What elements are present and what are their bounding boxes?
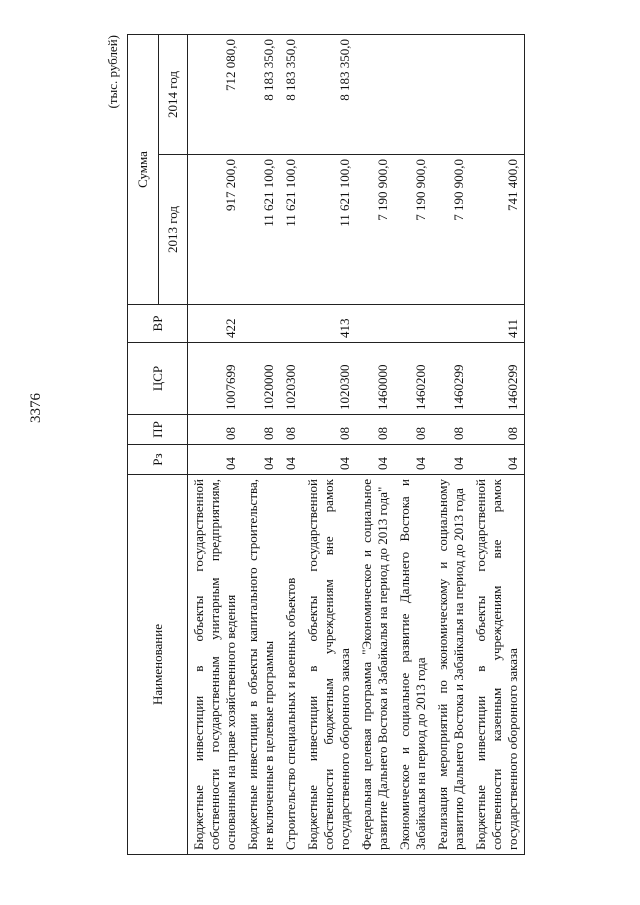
row-pr: 08 — [432, 415, 470, 445]
row-name: Реализация мероприятий по экономическому и социальному развитию Дальнего Востока и Забайкалья на период до 2013 года — [432, 475, 470, 855]
row-pr: 08 — [188, 415, 243, 445]
row-sum-2014: 8 183 350,0 — [280, 35, 302, 155]
header-row — [128, 35, 159, 855]
row-sum-2014 — [394, 35, 432, 155]
row-rz: 04 — [280, 445, 302, 475]
table-row — [242, 35, 280, 855]
row-sum-2013: 7 190 900,0 — [394, 155, 432, 305]
header-rz: Рз — [128, 445, 188, 475]
header-year-2014: 2014 год — [159, 35, 188, 155]
row-csr: 1020000 — [242, 343, 280, 415]
units-label: (тыс. рублей) — [105, 35, 120, 109]
row-sum-2014 — [432, 35, 470, 155]
row-sum-2013: 11 621 100,0 — [280, 155, 302, 305]
header-sum: Сумма — [128, 35, 159, 305]
row-csr: 1460000 — [356, 343, 394, 415]
table-row — [280, 35, 302, 855]
row-csr: 1007699 — [188, 343, 243, 415]
row-name: Строительство специальных и военных объектов — [280, 475, 302, 855]
row-vr — [242, 305, 280, 343]
row-sum-2014: 8 183 350,0 — [242, 35, 280, 155]
row-sum-2014 — [356, 35, 394, 155]
row-rz: 04 — [394, 445, 432, 475]
table-row — [302, 35, 356, 855]
row-vr — [280, 305, 302, 343]
row-csr: 1020300 — [280, 343, 302, 415]
row-csr: 1460200 — [394, 343, 432, 415]
header-vr: ВР — [128, 305, 188, 343]
header-pr: ПР — [128, 415, 188, 445]
table-row — [394, 35, 432, 855]
row-sum-2013: 11 621 100,0 — [302, 155, 356, 305]
row-sum-2014 — [470, 35, 525, 155]
row-vr: 422 — [188, 305, 243, 343]
row-csr: 1460299 — [432, 343, 470, 415]
row-name: Бюджетные инвестиции в объекты государственной собственности казенным учреждениям вне рамок государственного оборонного заказа — [470, 475, 525, 855]
page-number: 3376 — [28, 393, 44, 423]
table-row — [356, 35, 394, 855]
row-rz: 04 — [356, 445, 394, 475]
row-sum-2014: 8 183 350,0 — [302, 35, 356, 155]
row-sum-2013: 917 200,0 — [188, 155, 243, 305]
row-name: Федеральная целевая программа "Экономическое и социальное развитие Дальнего Востока и Забайкалья на период до 2013 года" — [356, 475, 394, 855]
row-sum-2013: 7 190 900,0 — [356, 155, 394, 305]
row-pr: 08 — [280, 415, 302, 445]
row-pr: 08 — [470, 415, 525, 445]
row-vr — [394, 305, 432, 343]
row-name: Экономическое и социальное развитие Дальнего Востока и Забайкалья на период до 2013 года — [394, 475, 432, 855]
row-vr — [356, 305, 394, 343]
table-row — [188, 35, 243, 855]
row-vr: 411 — [470, 305, 525, 343]
header-year-2013: 2013 год — [159, 155, 188, 305]
header-name: Наименование — [128, 475, 188, 855]
row-name: Бюджетные инвестиции в объекты капитального строительства, не включенные в целевые программы — [242, 475, 280, 855]
row-name: Бюджетные инвестиции в объекты государственной собственности бюджетным учреждениям вне рамок государственного оборонного заказа — [302, 475, 356, 855]
row-rz: 04 — [302, 445, 356, 475]
row-csr: 1020300 — [302, 343, 356, 415]
row-vr: 413 — [302, 305, 356, 343]
row-sum-2013: 11 621 100,0 — [242, 155, 280, 305]
row-csr: 1460299 — [470, 343, 525, 415]
table-row — [432, 35, 470, 855]
row-rz: 04 — [432, 445, 470, 475]
rotated-table-area — [105, 35, 582, 855]
row-sum-2013: 7 190 900,0 — [432, 155, 470, 305]
row-pr: 08 — [302, 415, 356, 445]
row-rz: 04 — [470, 445, 525, 475]
row-name: Бюджетные инвестиции в объекты государственной собственности государственным унитарным предприятиям, основанным на праве хозяйственного ведения — [188, 475, 243, 855]
table-body — [188, 35, 525, 855]
row-vr — [432, 305, 470, 343]
row-sum-2013: 741 400,0 — [470, 155, 525, 305]
budget-table — [127, 34, 525, 855]
header-csr: ЦСР — [128, 343, 188, 415]
row-pr: 08 — [242, 415, 280, 445]
row-rz: 04 — [188, 445, 243, 475]
table-row — [470, 35, 525, 855]
row-pr: 08 — [394, 415, 432, 445]
row-rz: 04 — [242, 445, 280, 475]
row-pr: 08 — [356, 415, 394, 445]
row-sum-2014: 712 080,0 — [188, 35, 243, 155]
